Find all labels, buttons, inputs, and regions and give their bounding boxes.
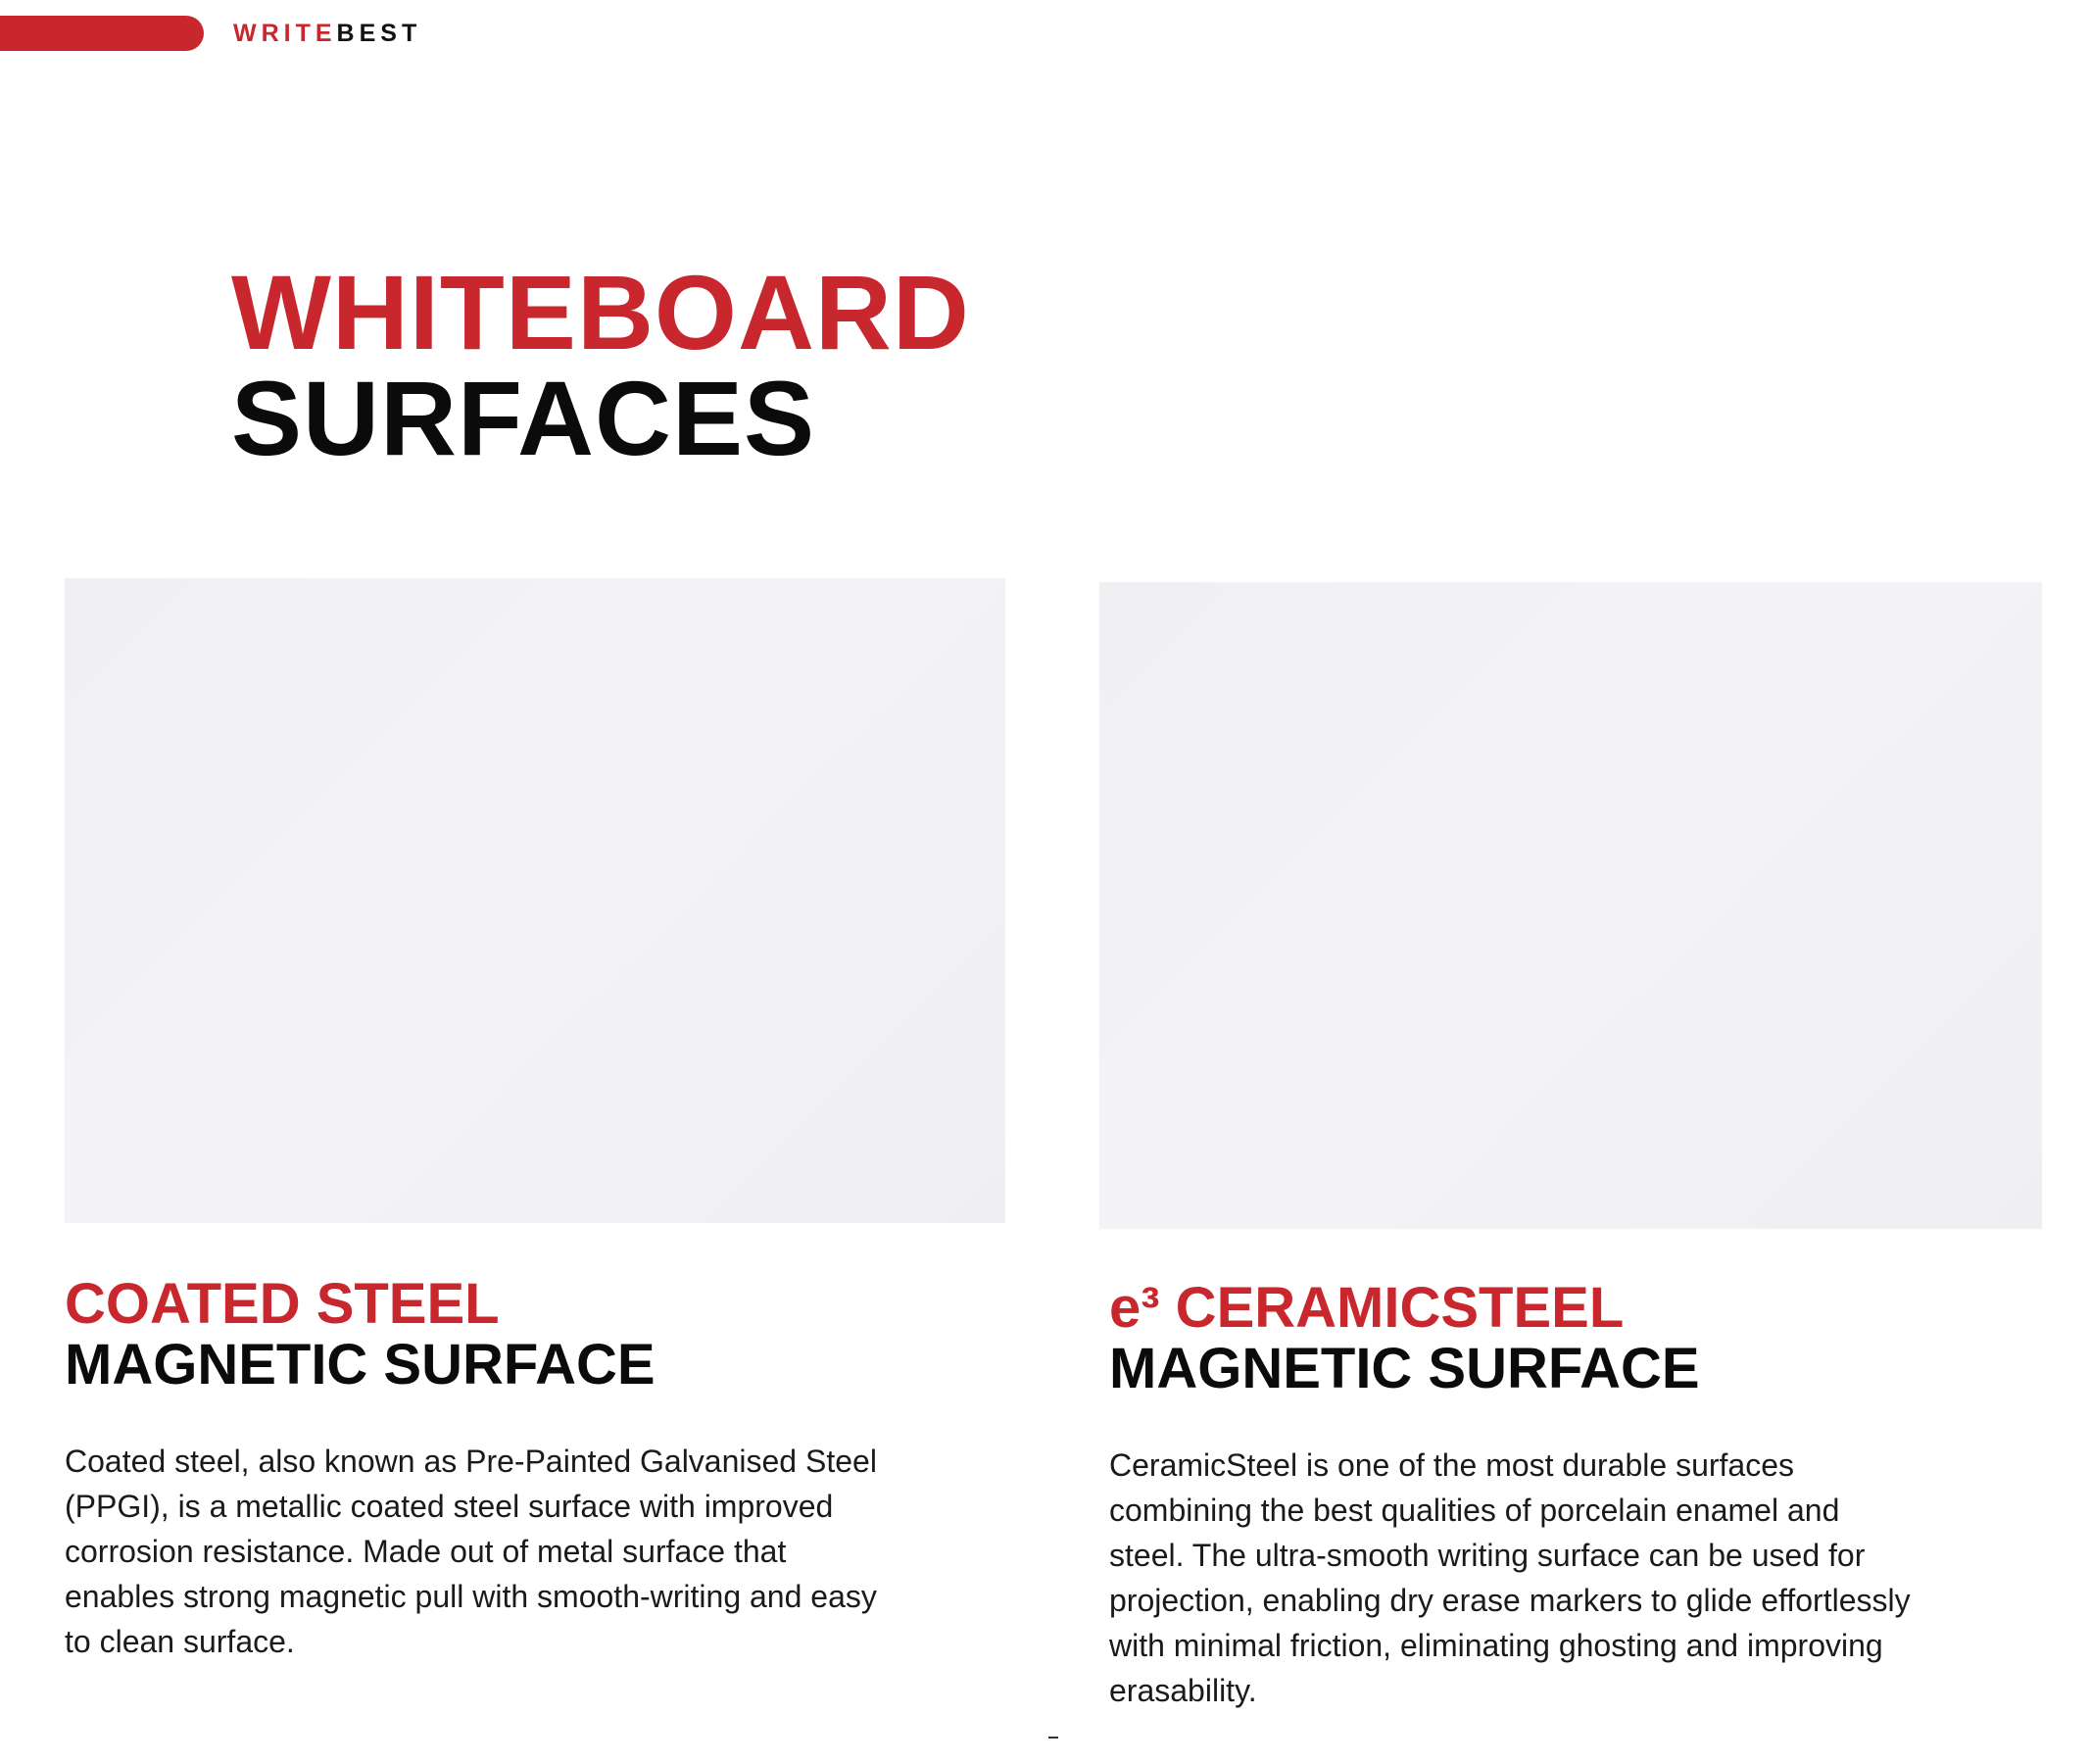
ceramicsteel-surface-image xyxy=(1099,582,2042,1229)
brand-logo-write: WRITE xyxy=(233,20,337,47)
ceramicsteel-title xyxy=(1109,1278,1700,1399)
ceramicsteel-title-main: MAGNETIC SURFACE xyxy=(1109,1337,1700,1400)
coated-steel-title xyxy=(65,1274,656,1396)
coated-steel-title-main: MAGNETIC SURFACE xyxy=(65,1333,656,1396)
coated-steel-title-accent: COATED STEEL xyxy=(65,1272,500,1336)
page-title-line1: WHITEBOARD xyxy=(231,253,970,371)
page-title-line2: SURFACES xyxy=(231,359,816,477)
coated-steel-description: Coated steel, also known as Pre-Painted Galvanised Steel (PPGI), is a metallic coated steel surface with improved corrosion resistance. Made out of metal surface that enables strong magnetic pull with smooth-writing and easy to clean surface. xyxy=(65,1444,877,1659)
brand-accent-bar xyxy=(0,16,204,51)
brand-logo xyxy=(233,20,421,47)
brand-logo-best: BEST xyxy=(336,20,422,47)
page-marker xyxy=(1048,1737,1058,1739)
page-title xyxy=(231,253,970,477)
ceramicsteel-description: CeramicSteel is one of the most durable surfaces combining the best qualities of porcelain enamel and steel. The ultra-smooth writing surface can be used for projection, enabling dry erase markers to glide effortlessly with minimal friction, eliminating ghosting and improving erasability. xyxy=(1109,1447,1911,1708)
ceramicsteel-title-accent: e³ CERAMICSTEEL xyxy=(1109,1276,1625,1340)
coated-steel-surface-image xyxy=(65,578,1005,1223)
